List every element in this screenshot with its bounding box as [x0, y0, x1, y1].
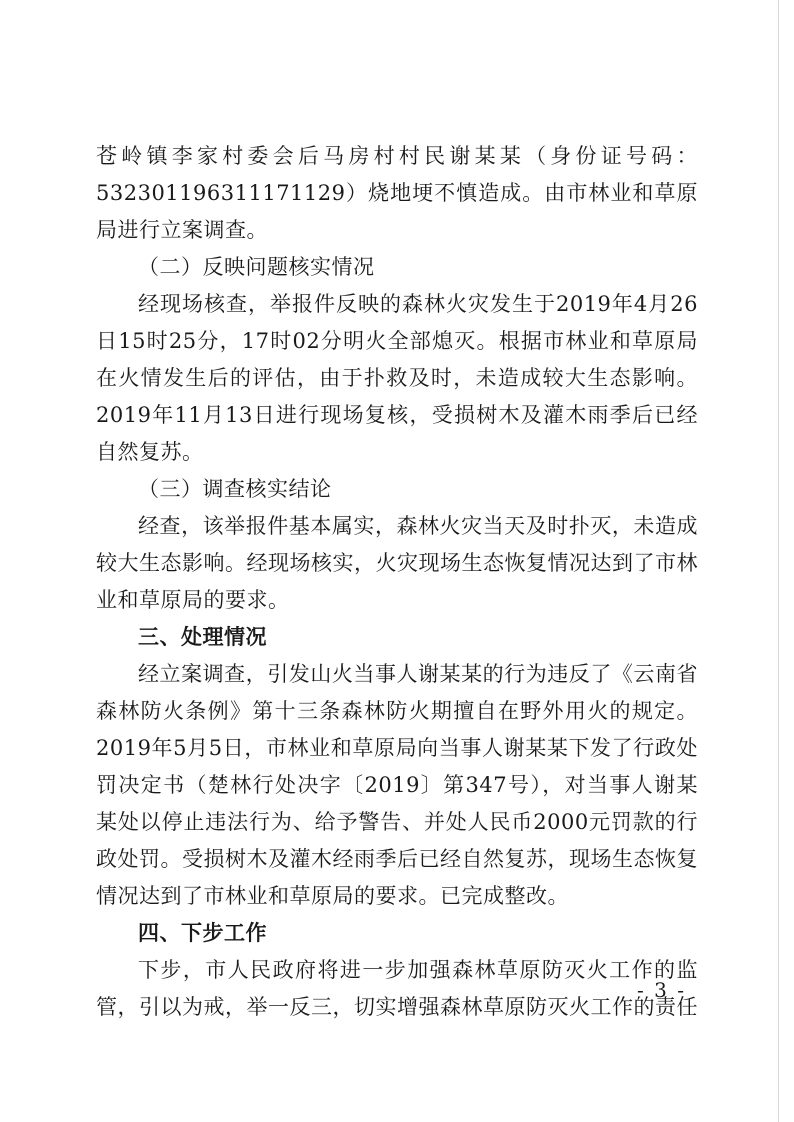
body-paragraph-next-steps: 下步，市人民政府将进一步加强森林草原防灭火工作的监管，引以为戒，举一反三，切实增强森林草原防灭火工作的责任	[96, 958, 698, 1019]
body-paragraph-handling: 经立案调查，引发山火当事人谢某某的行为违反了《云南省森林防火条例》第十三条森林防火期擅自在野外用火的规定。2019年5月5日，市林业和草原局向当事人谢某某下发了行政处罚决定书（楚林行处决字〔2019〕第347号），对当事人谢某某处以停止违法行为、给予警告、并处人民币2000元罚款的行政处罚。受损树木及灌木经雨季后已经自然复苏，现场生态恢复情况达到了市林业和草原局的要求。已完成整改。	[96, 662, 698, 908]
subheading-verification: （二）反映问题核实情况	[138, 255, 375, 279]
body-paragraph-continued: 苍岭镇李家村委会后马房村村民谢某某（身份证号码：532301196311171129）烧地埂不慎造成。由市林业和草原局进行立案调查。	[96, 144, 698, 242]
page-edge-line	[778, 0, 779, 1122]
body-paragraph-conclusion: 经查，该举报件基本属实，森林火灾当天及时扑灭，未造成较大生态影响。经现场核实，火灾现场生态恢复情况达到了市林业和草原局的要求。	[96, 514, 698, 612]
heading-handling: 三、处理情况	[138, 625, 267, 649]
subheading-conclusion: （三）调查核实结论	[138, 477, 332, 501]
body-paragraph-verification: 经现场核查，举报件反映的森林火灾发生于2019年4月26日15时25分，17时02分明火全部熄灭。根据市林业和草原局在火情发生后的评估，由于扑救及时，未造成较大生态影响。2019年11月13日进行现场复核，受损树木及灌木雨季后已经自然复苏。	[96, 292, 698, 464]
heading-next-steps: 四、下步工作	[138, 921, 267, 945]
page-number: - 3 -	[637, 978, 686, 1002]
document-body	[96, 138, 698, 1026]
